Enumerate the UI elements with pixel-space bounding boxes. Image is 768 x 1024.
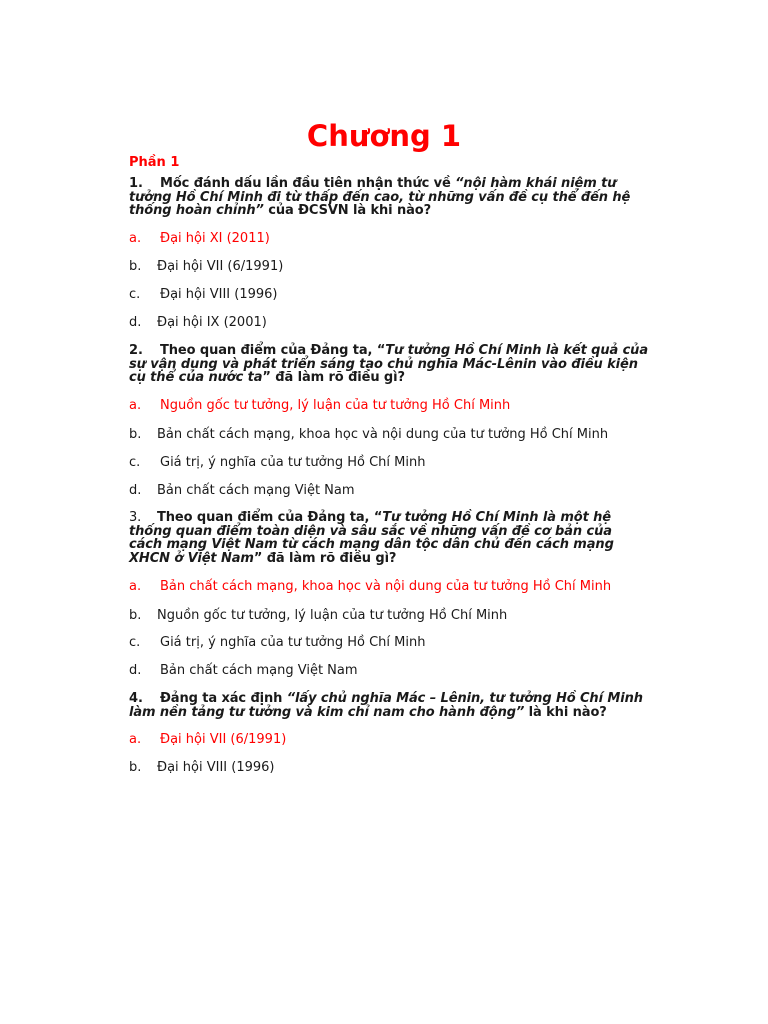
text-segment: Đại hội XI (2011) <box>160 231 270 246</box>
option-1a <box>129 231 270 246</box>
option-1c <box>129 287 277 302</box>
text-segment: d. <box>129 315 142 330</box>
question-1 <box>129 177 649 218</box>
text-segment: Đại hội IX (2001) <box>157 315 267 330</box>
option-2a <box>129 398 510 413</box>
text-segment: a. <box>129 231 142 246</box>
option-4b <box>129 760 274 775</box>
text-segment: 1. <box>129 176 143 191</box>
text-segment: Đại hội VIII (1996) <box>157 760 275 775</box>
text-segment: Đại hội VII (6/1991) <box>160 732 287 747</box>
text-segment: Bản chất cách mạng, khoa học và nội dung của tư tưởng Hồ Chí Minh <box>157 427 609 442</box>
text-segment: b. <box>129 608 142 623</box>
text-segment: b. <box>129 427 142 442</box>
text-segment: Theo quan điểm của Đảng ta, “ <box>157 510 383 525</box>
option-1d <box>129 315 267 330</box>
text-segment: 2. <box>129 343 143 358</box>
question-2 <box>129 344 649 385</box>
text-segment: c. <box>129 635 141 650</box>
text-segment: Giá trị, ý nghĩa của tư tưởng Hồ Chí Minh <box>160 635 426 650</box>
option-3d <box>129 663 358 678</box>
text-segment: ” đã làm rõ điều gì? <box>253 550 397 566</box>
text-segment: a. <box>129 579 142 594</box>
text-segment: Đại hội VII (6/1991) <box>157 259 284 274</box>
text-segment: a. <box>129 398 142 413</box>
text-segment: b. <box>129 760 142 775</box>
text-segment: “lấy chủ nghĩa Mác – Lênin, tư tưởng Hồ Chí Minh làm nền tảng tư tưởng và kim chỉ nam cho hành động” <box>129 691 643 720</box>
text-segment: a. <box>129 732 142 747</box>
text-segment: Đảng ta xác định <box>160 691 287 706</box>
part-heading: Phần 1 <box>129 155 180 170</box>
option-2b <box>129 427 608 442</box>
option-2c <box>129 455 425 470</box>
question-4 <box>129 692 649 719</box>
text-segment: Giá trị, ý nghĩa của tư tưởng Hồ Chí Minh <box>160 455 426 470</box>
text-segment: Bản chất cách mạng Việt Nam <box>160 663 358 678</box>
text-segment: Tư tưởng Hồ Chí Minh là kết quả của sự vận dụng và phát triển sáng tạo chủ nghĩa Mác-Lênin vào điều kiện cụ thể của nước ta <box>129 343 649 386</box>
text-segment: Bản chất cách mạng Việt Nam <box>157 483 355 498</box>
text-segment: c. <box>129 455 141 470</box>
text-segment: ” đã làm rõ điều gì? <box>262 370 405 386</box>
text-segment: d. <box>129 483 142 498</box>
text-segment: Mốc đánh dấu lần đầu tiên nhận thức về <box>160 176 456 191</box>
text-segment: của ĐCSVN là khi nào? <box>263 203 432 219</box>
text-segment: b. <box>129 259 142 274</box>
option-1b <box>129 259 283 274</box>
question-3 <box>129 511 649 565</box>
text-segment: Nguồn gốc tư tưởng, lý luận của tư tưởng Hồ Chí Minh <box>160 398 511 413</box>
text-segment: Tư tưởng Hồ Chí Minh là một hệ thống quan điểm toàn diện và sâu sắc về những vấn đề cơ bản của cách mạng Việt Nam từ cách mạng dân tộc dân chủ đến cách mạng XHCN ở Việt Nam <box>129 510 614 566</box>
text-segment: là khi nào? <box>524 704 607 720</box>
text-segment: 4. <box>129 691 143 706</box>
text-segment: Nguồn gốc tư tưởng, lý luận của tư tưởng Hồ Chí Minh <box>157 608 508 623</box>
option-2d <box>129 483 355 498</box>
text-segment: c. <box>129 287 141 302</box>
option-3c <box>129 635 425 650</box>
text-segment: Theo quan điểm của Đảng ta, “ <box>160 343 386 358</box>
option-3b <box>129 608 507 623</box>
text-segment: 3. <box>129 510 142 525</box>
option-4a <box>129 732 286 747</box>
text-segment: “nội hàm khái niệm tư tưởng Hồ Chí Minh đi từ thấp đến cao, từ những vấn đề cụ thể đến hệ thống hoàn chỉnh” <box>129 176 631 219</box>
text-segment: Bản chất cách mạng, khoa học và nội dung của tư tưởng Hồ Chí Minh <box>160 579 612 594</box>
chapter-title: Chương 1 <box>306 119 462 153</box>
text-segment: Đại hội VIII (1996) <box>160 287 278 302</box>
option-3a <box>129 579 611 594</box>
text-segment: d. <box>129 663 142 678</box>
